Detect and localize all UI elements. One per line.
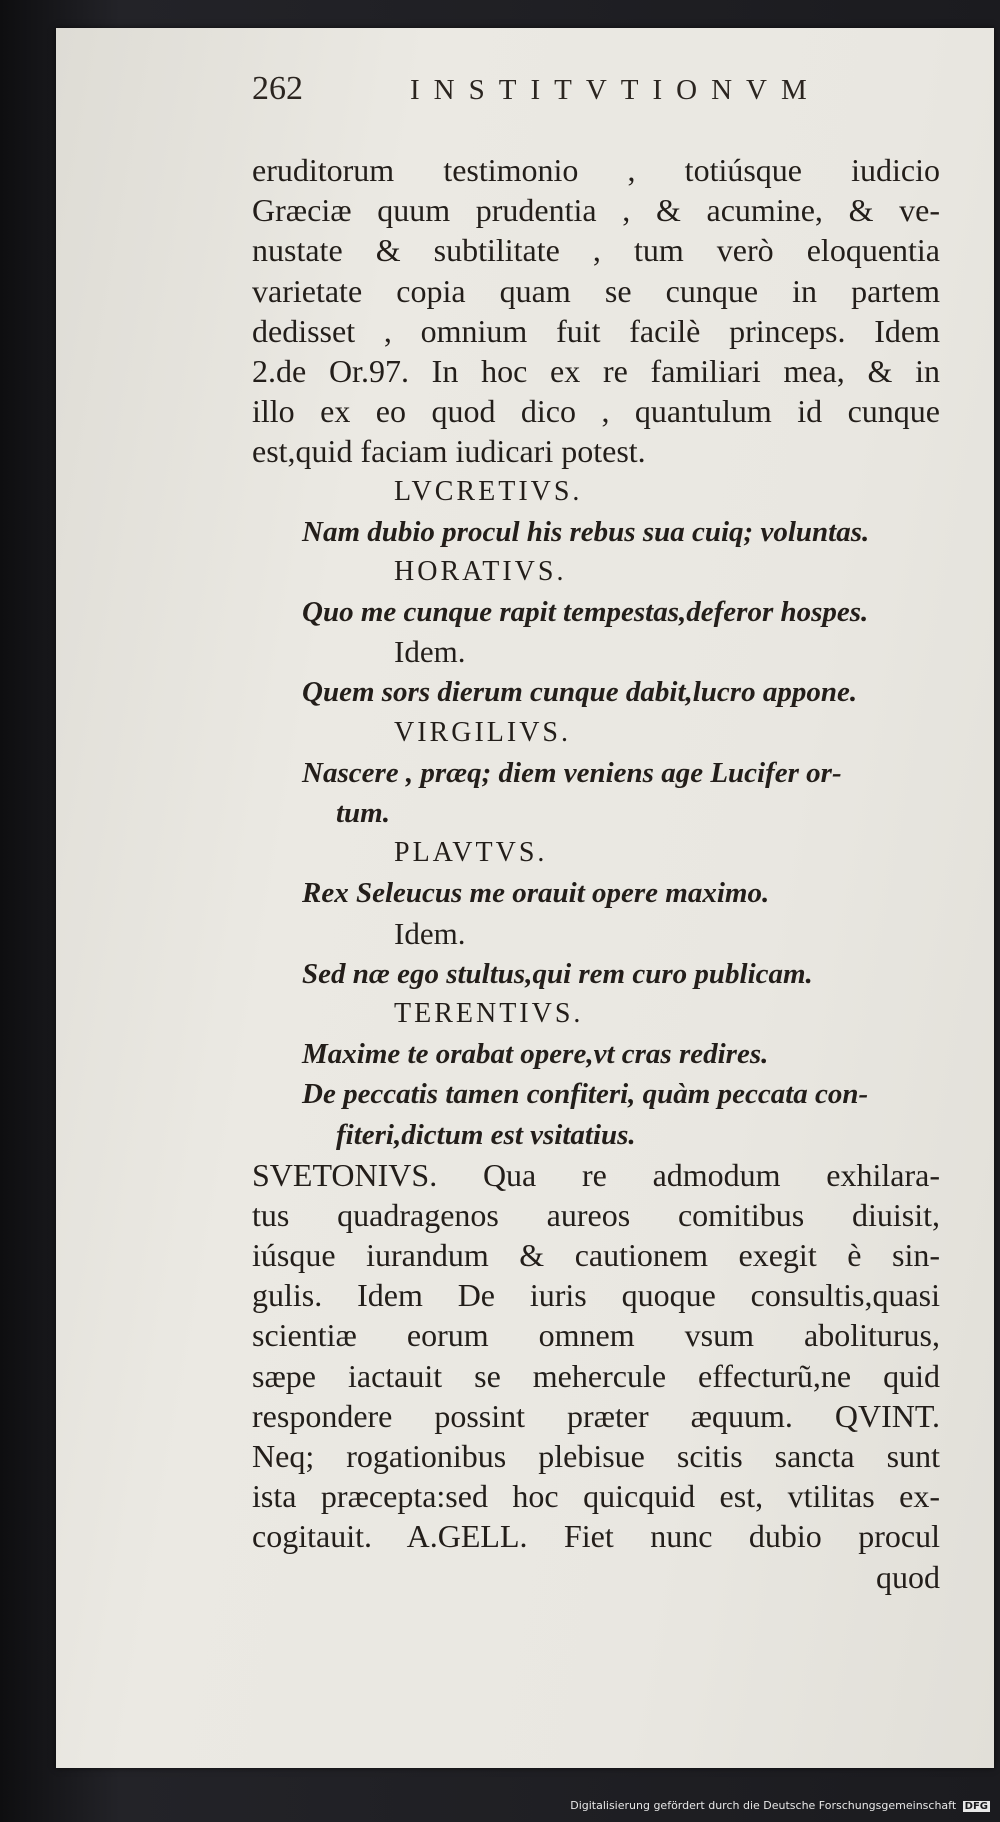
author-heading: Idem. xyxy=(394,634,466,670)
text-line: varietate copia quam se cunque in partem xyxy=(252,272,940,309)
author-heading: LVCRETIVS. xyxy=(394,475,583,507)
text-line: sæpe iactauit se mehercule effecturũ,ne quid xyxy=(252,1357,940,1394)
author-heading: VIRGILIVS. xyxy=(394,716,571,748)
author-heading: Idem. xyxy=(394,915,466,951)
text-line: Græciæ quum prudentia , & acumine, & ve- xyxy=(252,192,940,229)
running-head: INSTITVTIONVM xyxy=(410,74,821,106)
quotation-line: Sed næ ego stultus,qui rem curo publicam. xyxy=(302,957,813,990)
text-line: ista præcepta:sed hoc quicquid est, vtilitas ex- xyxy=(252,1478,940,1515)
page-header xyxy=(252,68,892,128)
text-line: iúsque iurandum & cautionem exegit è sin- xyxy=(252,1237,940,1274)
author-heading: PLAVTVS. xyxy=(394,837,548,869)
text-line: illo ex eo quod dico , quantulum id cunque xyxy=(252,393,940,430)
text-line: gulis. Idem De iuris quoque consultis,quasi xyxy=(252,1277,940,1314)
page-body xyxy=(252,150,940,1597)
catchword: quod xyxy=(876,1558,940,1595)
quotation-line: Maxime te orabat opere,vt cras redires. xyxy=(302,1038,769,1071)
text-line: SVETONIVS. Qua re admodum exhilara- xyxy=(252,1156,940,1193)
credit-text: Digitalisierung gefördert durch die Deutsche Forschungsgemeinschaft xyxy=(570,1799,957,1812)
text-line: respondere possint præter æquum. QVINT. xyxy=(252,1397,940,1434)
page-number: 262 xyxy=(252,70,303,107)
quotation-line: Nascere , præq; diem veniens age Lucifer or- xyxy=(302,756,842,789)
text-line: est,quid faciam iudicari potest. xyxy=(252,433,646,470)
text-line: nustate & subtilitate , tum verò eloquentia xyxy=(252,232,940,269)
quotation-line: tum. xyxy=(336,797,390,829)
digitization-credit xyxy=(570,1799,990,1812)
quotation-line: Quem sors dierum cunque dabit,lucro appone. xyxy=(302,676,858,709)
quotation-line: Rex Seleucus me orauit opere maximo. xyxy=(302,877,770,910)
author-heading: HORATIVS. xyxy=(394,555,567,587)
text-line: eruditorum testimonio , totiúsque iudicio xyxy=(252,152,940,188)
author-heading: TERENTIVS. xyxy=(394,997,584,1029)
quotation-line: De peccatis tamen confiteri, quàm peccata con- xyxy=(302,1078,869,1111)
text-line: scientiæ eorum omnem vsum aboliturus, xyxy=(252,1317,940,1354)
text-line: tus quadragenos aureos comitibus diuisit, xyxy=(252,1196,940,1233)
quotation-line: Quo me cunque rapit tempestas,deferor hospes. xyxy=(302,596,869,629)
quotation-line: fiteri,dictum est vsitatius. xyxy=(336,1118,636,1151)
quotation-line: Nam dubio procul his rebus sua cuiq; voluntas. xyxy=(302,515,870,548)
dfg-logo: DFG xyxy=(964,1801,988,1812)
text-line: Neq; rogationibus plebisue scitis sancta sunt xyxy=(252,1438,940,1474)
text-line: dedisset , omnium fuit facilè princeps. Idem xyxy=(252,312,940,349)
text-line: 2.de Or.97. In hoc ex re familiari mea, & in xyxy=(252,352,940,389)
text-line: cogitauit. A.GELL. Fiet nunc dubio procul xyxy=(252,1518,940,1555)
